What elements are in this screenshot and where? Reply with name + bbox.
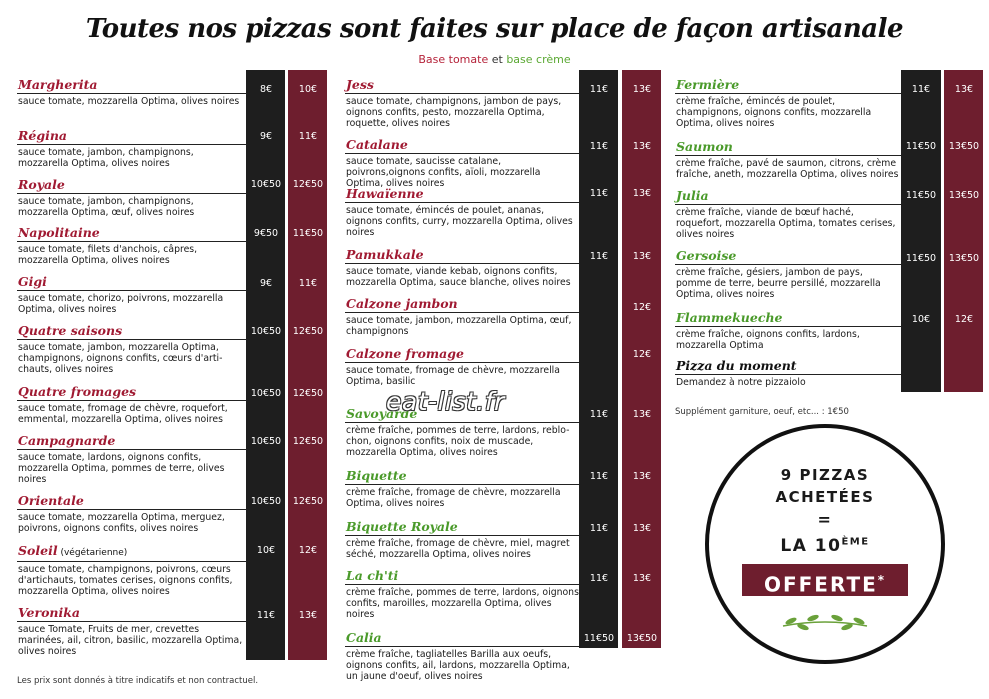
price-small: 10€50	[250, 388, 282, 399]
price-large: 13€	[632, 409, 652, 420]
price-large: 12€	[632, 349, 652, 360]
pizza-ingredients: crème fraîche, fromage de chèvre, miel, magret séché, mozzarella Optima, olives noires	[346, 538, 570, 560]
pizza-name	[17, 384, 247, 400]
pizza-name-text: Pamukkale	[346, 247, 424, 262]
pizza-name-text: Jess	[346, 77, 374, 92]
supplement-note: Supplément garniture, oeuf, etc... : 1€50	[675, 407, 849, 417]
subtitle-and: et	[491, 53, 503, 66]
pizza-item	[17, 274, 247, 315]
pizza-item	[17, 493, 247, 534]
subtitle-tomate: Base tomate	[418, 53, 489, 66]
pizza-ingredients: sauce tomate, lardons, oignons confits, mozzarella Optima, pommes de terre, olives noires	[18, 452, 225, 485]
pizza-item	[345, 630, 579, 682]
pizza-name-text: Gigi	[18, 274, 47, 289]
price-large: 13€50	[626, 633, 658, 644]
pizza-ingredients: sauce tomate, émincés de poulet, ananas, oignons confits, curry, mozzarella Optima, olives noires	[346, 205, 573, 238]
price-small: 11€	[589, 84, 609, 95]
price-large: 13€	[632, 523, 652, 534]
pizza-name-text: Pizza du moment	[676, 358, 797, 373]
promo-line-4	[709, 536, 941, 556]
price-band-large-col1	[288, 70, 327, 660]
pizza-name	[345, 568, 579, 584]
promo-line-2: ACHETÉES	[775, 488, 875, 506]
price-small: 9€	[259, 131, 273, 142]
promo-line-4-text: LA 10	[780, 536, 842, 556]
pizza-ingredients: crème fraîche, oignons confits, lardons, mozzarella Optima	[676, 329, 860, 351]
pizza-name-text: Orientale	[18, 493, 84, 508]
pizza-ingredients: sauce tomate, fromage de chèvre, mozzarella Optima, basilic	[346, 365, 560, 387]
pizza-name-text: Veronika	[18, 605, 81, 620]
subtitle-creme: base crème	[506, 53, 571, 66]
price-large: 12€50	[292, 388, 324, 399]
pizza-item	[345, 77, 579, 129]
pizza-ingredients: sauce Tomate, Fruits de mer, crevettes marinées, ail, citron, basilic, mozzarella Optima, olives noires	[18, 624, 243, 657]
price-small: 11€50	[905, 190, 937, 201]
pizza-ingredients: sauce tomate, fromage de chèvre, roquefort, emmental, mozzarella Optima, olives noires	[18, 403, 228, 425]
promo-offer-text: OFFERTE	[763, 572, 878, 597]
pizza-name-text: Hawaïenne	[346, 186, 424, 201]
price-large: 12€50	[292, 326, 324, 337]
pizza-name-text: Soleil	[18, 543, 58, 558]
price-large: 13€	[632, 188, 652, 199]
pizza-name	[345, 519, 579, 535]
watermark-text: eat-list.fr	[386, 387, 505, 416]
pizza-item	[345, 568, 579, 620]
pizza-ingredients: sauce tomate, mozzarella Optima, merguez, poivrons, oignons confits, olives noires	[18, 512, 225, 534]
pizza-name	[345, 346, 579, 362]
price-small: 11€	[589, 251, 609, 262]
pizza-item	[345, 247, 579, 288]
pizza-item	[345, 137, 579, 189]
pizza-ingredients: sauce tomate, chorizo, poivrons, mozzarella Optima, olives noires	[18, 293, 224, 315]
pizza-ingredients: sauce tomate, jambon, mozzarella Optima, champignons, oignons confits, cœurs d'arti-chauts, olives noires	[18, 342, 223, 375]
price-small: 9€	[259, 278, 273, 289]
price-small: 11€	[589, 141, 609, 152]
price-large: 13€	[632, 471, 652, 482]
price-large: 12€	[298, 545, 318, 556]
pizza-name	[345, 468, 579, 484]
pizza-name	[345, 630, 579, 646]
price-small: 10€50	[250, 496, 282, 507]
pizza-ingredients: crème fraîche, pommes de terre, lardons, oignons confits, maroilles, mozzarella Optima, olives noires	[346, 587, 579, 620]
pizza-name-text: Savoyarde	[346, 406, 418, 421]
pizza-ingredients: sauce tomate, jambon, mozzarella Optima, œuf, champignons	[346, 315, 572, 337]
price-small: 11€	[256, 610, 276, 621]
price-large: 13€	[632, 141, 652, 152]
price-small: 10€50	[250, 436, 282, 447]
pizza-item	[17, 128, 247, 169]
pizza-name-text: Calzone jambon	[346, 296, 458, 311]
pizza-ingredients: crème fraîche, émincés de poulet, champignons, oignons confits, mozzarella Optima, olives noires	[676, 96, 872, 129]
pizza-name-text: Royale	[18, 177, 65, 192]
promo-line-1: 9 PIZZAS	[780, 466, 870, 484]
pizza-name	[345, 137, 579, 153]
price-large: 11€	[298, 131, 318, 142]
pizza-name	[17, 605, 247, 621]
pizza-item	[675, 77, 901, 129]
pizza-item	[17, 177, 247, 218]
price-footnote: Les prix sont donnés à titre indicatifs et non contractuel.	[17, 676, 259, 686]
pizza-ingredients: crème fraîche, tagliatelles Barilla aux oeufs, oignons confits, ail, lardons, mozzarella Optima, un jaune d'oeuf, olives noires	[346, 649, 570, 682]
pizza-item	[345, 519, 579, 560]
pizza-item	[675, 310, 901, 351]
pizza-name	[17, 77, 247, 93]
pizza-item	[17, 384, 247, 425]
pizza-item	[345, 346, 579, 387]
pizza-name-text: Julia	[676, 188, 709, 203]
pizza-name	[345, 247, 579, 263]
price-small: 10€50	[250, 326, 282, 337]
pizza-name-text: Biquette Royale	[346, 519, 458, 534]
pizza-name-text: Quatre fromages	[18, 384, 137, 399]
pizza-ingredients: sauce tomate, saucisse catalane, poivrons,oignons confits, aïoli, mozzarella Optima, olives noires	[346, 156, 541, 189]
pizza-ingredients: crème fraîche, fromage de chèvre, mozzarella Optima, olives noires	[346, 487, 561, 509]
pizza-name-text: Napolitaine	[18, 225, 100, 240]
pizza-name	[17, 543, 247, 561]
pizza-name	[17, 274, 247, 290]
price-large: 13€	[632, 251, 652, 262]
pizza-name	[675, 188, 901, 204]
pizza-name	[345, 77, 579, 93]
price-large: 10€	[298, 84, 318, 95]
pizza-name-text: Calzone fromage	[346, 346, 464, 361]
pizza-ingredients: crème fraîche, viande de bœuf haché, roquefort, mozzarella Optima, tomates cerises, olives noires	[676, 207, 896, 240]
pizza-name	[675, 77, 901, 93]
price-large: 13€50	[948, 190, 980, 201]
pizza-name	[675, 358, 901, 374]
price-small: 11€50	[905, 141, 937, 152]
price-large: 12€	[954, 314, 974, 325]
pizza-name-text: Flammekueche	[676, 310, 783, 325]
pizza-name-text: Fermière	[676, 77, 740, 92]
pizza-name-text: Biquette	[346, 468, 407, 483]
pizza-item	[675, 358, 901, 388]
pizza-name-text: Margherita	[18, 77, 98, 92]
price-small: 11€	[589, 573, 609, 584]
price-small: 11€	[589, 188, 609, 199]
pizza-item	[17, 605, 247, 657]
pizza-name-text: Quatre saisons	[18, 323, 123, 338]
price-small: 11€50	[583, 633, 615, 644]
promo-offer-banner	[742, 564, 908, 596]
price-small: 11€	[589, 523, 609, 534]
pizza-ingredients: sauce tomate, jambon, champignons, mozzarella Optima, œuf, olives noires	[18, 196, 195, 218]
price-small: 10€	[256, 545, 276, 556]
promo-badge	[705, 424, 945, 664]
pizza-name-text: Régina	[18, 128, 68, 143]
price-small: 9€50	[253, 228, 279, 239]
pizza-name	[17, 128, 247, 144]
price-band-small-col3	[901, 70, 941, 392]
pizza-item	[345, 296, 579, 337]
pizza-name	[17, 433, 247, 449]
price-band-small-col2	[579, 70, 618, 648]
price-small: 11€	[589, 471, 609, 482]
price-small: 11€50	[905, 253, 937, 264]
price-band-large-col3	[944, 70, 983, 392]
price-large: 12€50	[292, 436, 324, 447]
price-band-small-col1	[246, 70, 285, 660]
pizza-ingredients: sauce tomate, jambon, champignons, mozzarella Optima, olives noires	[18, 147, 194, 169]
pizza-name	[675, 139, 901, 155]
pizza-name	[675, 248, 901, 264]
price-large: 12€50	[292, 496, 324, 507]
page-title: Toutes nos pizzas sont faites sur place de façon artisanale	[85, 14, 904, 44]
promo-line-4-sup: ÈME	[841, 536, 870, 548]
price-large: 11€	[298, 278, 318, 289]
promo-offer-mark: *	[877, 573, 887, 587]
pizza-ingredients: Demandez à notre pizzaiolo	[676, 377, 806, 388]
pizza-item	[17, 225, 247, 266]
pizza-ingredients: sauce tomate, mozzarella Optima, olives noires	[18, 96, 240, 107]
price-large: 13€50	[948, 141, 980, 152]
price-large: 13€	[298, 610, 318, 621]
pizza-name-text: Calia	[346, 630, 382, 645]
price-large: 13€50	[948, 253, 980, 264]
pizza-ingredients: crème fraîche, gésiers, jambon de pays, pomme de terre, beurre persillé, mozzarella Optima, olives noires	[676, 267, 881, 300]
pizza-ingredients: sauce tomate, filets d'anchois, câpres, mozzarella Optima, olives noires	[18, 244, 198, 266]
pizza-ingredients: crème fraîche, pavé de saumon, citrons, crème fraîche, aneth, mozzarella Optima, olives noires	[676, 158, 899, 180]
price-large: 13€	[954, 84, 974, 95]
price-small: 10€	[911, 314, 931, 325]
pizza-item	[17, 543, 247, 597]
pizza-ingredients: sauce tomate, viande kebab, oignons confits, mozzarella Optima, sauce blanche, olives noires	[346, 266, 571, 288]
pizza-name	[675, 310, 901, 326]
pizza-name-text: Catalane	[346, 137, 408, 152]
pizza-name-text: La ch'ti	[346, 568, 399, 583]
price-small: 8€	[259, 84, 273, 95]
page-subtitle	[0, 53, 989, 66]
pizza-name	[345, 186, 579, 202]
pizza-item	[345, 468, 579, 509]
price-small: 11€	[589, 409, 609, 420]
pizza-name	[345, 296, 579, 312]
price-small: 10€50	[250, 179, 282, 190]
pizza-ingredients: crème fraîche, pommes de terre, lardons, reblo-chon, oignons confits, noix de muscade, mozzarella Optima, olives noires	[346, 425, 570, 458]
price-large: 12€	[632, 302, 652, 313]
pizza-item	[17, 323, 247, 375]
promo-line-3: =	[817, 510, 833, 529]
pizza-name-text: Campagnarde	[18, 433, 116, 448]
price-large: 13€	[632, 84, 652, 95]
pizza-item	[675, 139, 901, 180]
pizza-item	[675, 188, 901, 240]
pizza-item	[17, 433, 247, 485]
pizza-item	[17, 77, 247, 107]
pizza-name-text: Gersoise	[676, 248, 737, 263]
price-large: 12€50	[292, 179, 324, 190]
pizza-name	[17, 177, 247, 193]
pizza-name	[17, 323, 247, 339]
price-large: 13€	[632, 573, 652, 584]
pizza-ingredients: sauce tomate, champignons, jambon de pays, oignons confits, pesto, mozzarella Optima, roquette, olives noires	[346, 96, 562, 129]
pizza-name	[17, 225, 247, 241]
price-small: 11€	[911, 84, 931, 95]
pizza-item	[345, 186, 579, 238]
price-large: 11€50	[292, 228, 324, 239]
pizza-ingredients: sauce tomate, champignons, poivrons, cœurs d'artichauts, tomates cerises, oignons confits, mozzarella Optima, olives noires	[18, 564, 233, 597]
pizza-name-text: Saumon	[676, 139, 733, 154]
pizza-name	[17, 493, 247, 509]
pizza-item	[675, 248, 901, 300]
vegetarian-note: (végétarienne)	[57, 548, 128, 558]
olive-branch-icon	[775, 612, 875, 634]
